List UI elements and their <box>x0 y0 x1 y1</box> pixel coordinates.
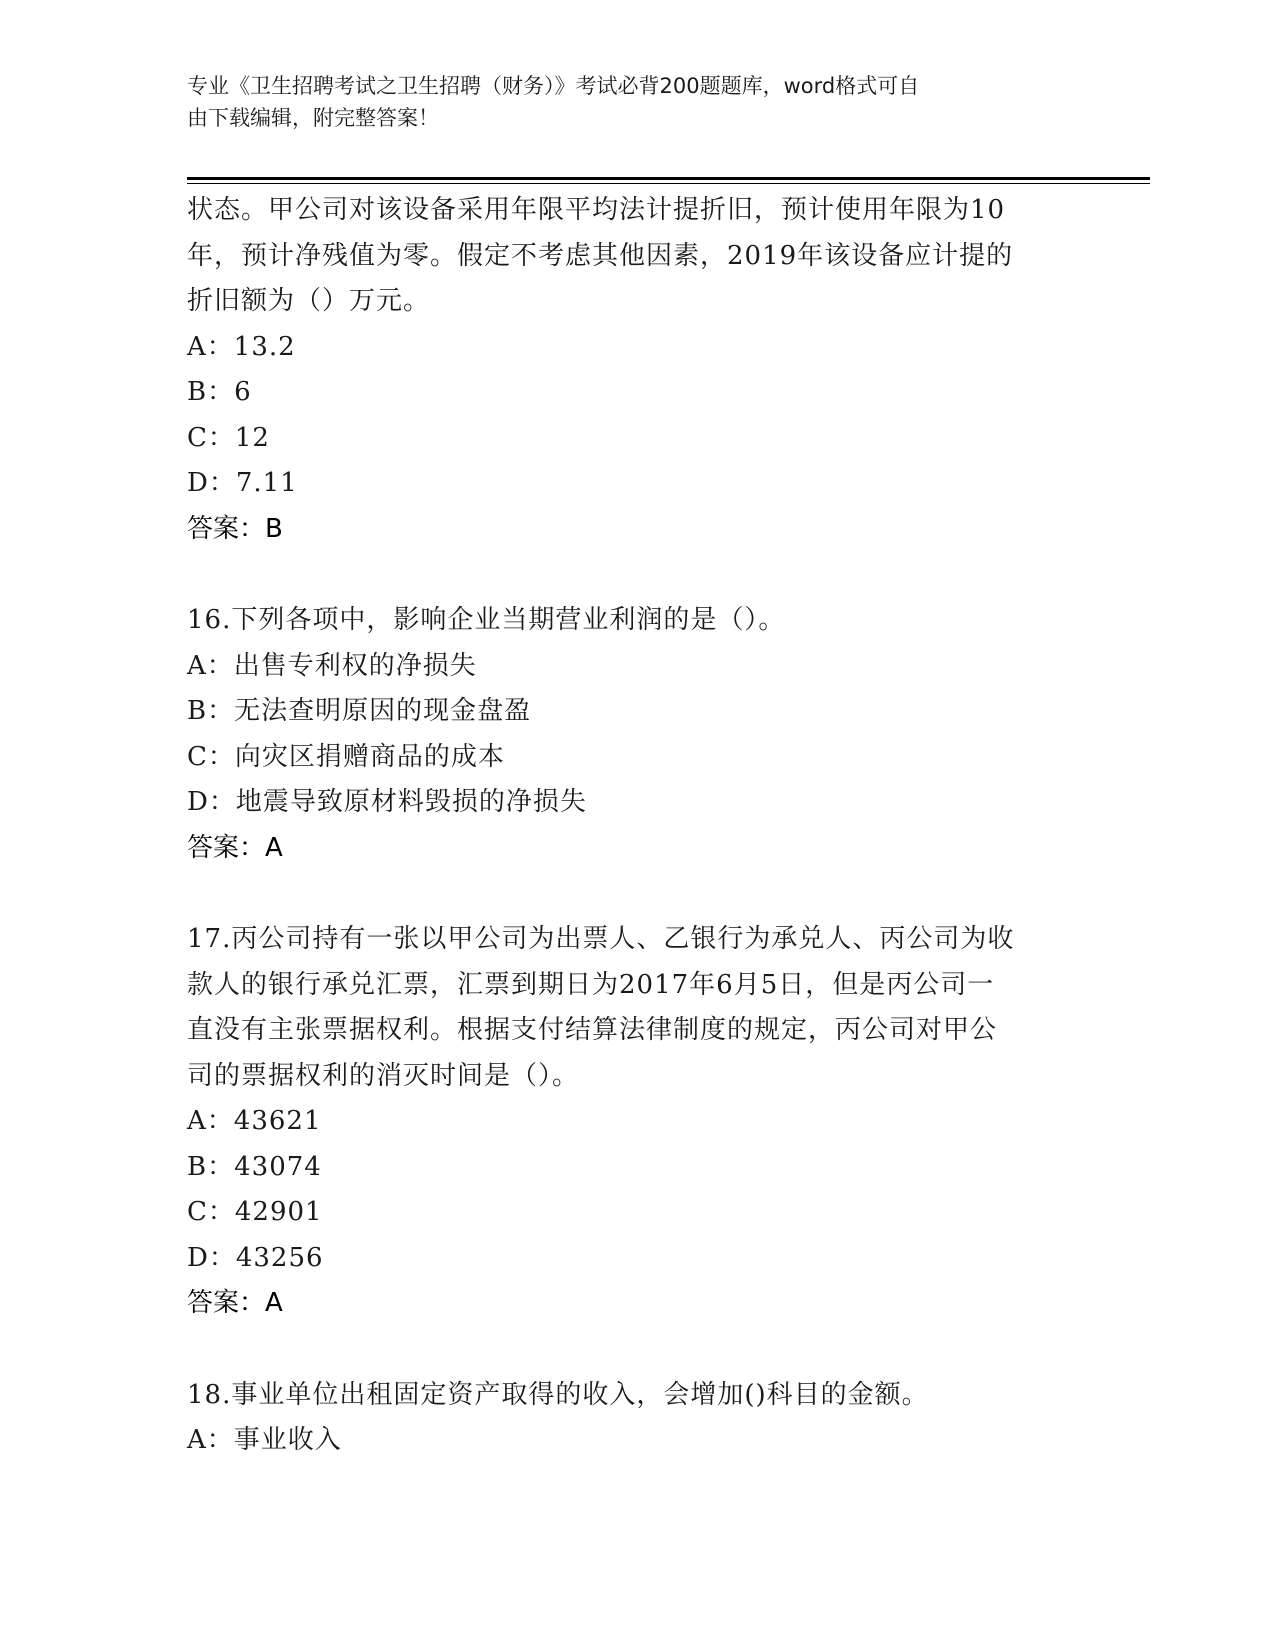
question-stem-line: 状态。甲公司对该设备采用年限平均法计提折旧，预计使用年限为10 <box>187 195 1006 225</box>
document-header <box>187 70 1067 134</box>
document-body <box>187 188 1087 1464</box>
answer-line: 答案：A <box>187 832 283 863</box>
option-a: A：13.2 <box>187 331 296 362</box>
option-d: D：43256 <box>187 1242 324 1273</box>
answer-line: 答案：A <box>187 1288 283 1318</box>
option-a: A：事业收入 <box>187 1425 342 1455</box>
question-16 <box>187 598 1087 871</box>
header-line-2: 由下载编辑，附完整答案！ <box>187 106 439 130</box>
option-c: C：12 <box>187 422 270 453</box>
answer-line: 答案：B <box>187 513 283 544</box>
question-stem-line: 17.丙公司持有一张以甲公司为出票人、乙银行为承兑人、丙公司为收 <box>187 924 1015 954</box>
question-stem-line: 司的票据权利的消灭时间是（）。 <box>187 1060 580 1091</box>
option-b: B：无法查明原因的现金盘盈 <box>187 696 532 726</box>
question-stem-line: 直没有主张票据权利。根据支付结算法律制度的规定，丙公司对甲公 <box>187 1015 998 1045</box>
question-stem-line: 年，预计净残值为零。假定不考虑其他因素，2019年该设备应计提的 <box>187 240 1014 271</box>
option-d: D：地震导致原材料毁损的净损失 <box>187 787 587 817</box>
option-c: C：42901 <box>187 1197 323 1227</box>
header-rule-thin <box>187 183 1150 184</box>
option-d: D：7.11 <box>187 468 298 498</box>
option-b: B：43074 <box>187 1151 322 1182</box>
question-gap <box>187 1327 1087 1373</box>
question-stem-line: 款人的银行承兑汇票，汇票到期日为2017年6月5日，但是丙公司一 <box>187 969 995 1000</box>
question-gap <box>187 871 1087 917</box>
option-a: A：出售专利权的净损失 <box>187 650 477 681</box>
question-stem-line: 16.下列各项中，影响企业当期营业利润的是（）。 <box>187 605 786 635</box>
option-b: B：6 <box>187 377 252 407</box>
question-18 <box>187 1373 1087 1464</box>
question-stem-line: 折旧额为（）万元。 <box>187 286 431 316</box>
question-gap <box>187 552 1087 598</box>
option-a: A：43621 <box>187 1106 322 1136</box>
header-line-1: 专业《卫生招聘考试之卫生招聘（财务）》考试必背200题题库，word格式可自 <box>187 74 920 98</box>
option-c: C：向灾区捐赠商品的成本 <box>187 741 505 772</box>
question-stem-line: 18.事业单位出租固定资产取得的收入，会增加()科目的金额。 <box>187 1379 929 1410</box>
question-15-continued <box>187 188 1087 552</box>
header-rule-thick <box>187 177 1150 180</box>
question-17 <box>187 917 1087 1327</box>
